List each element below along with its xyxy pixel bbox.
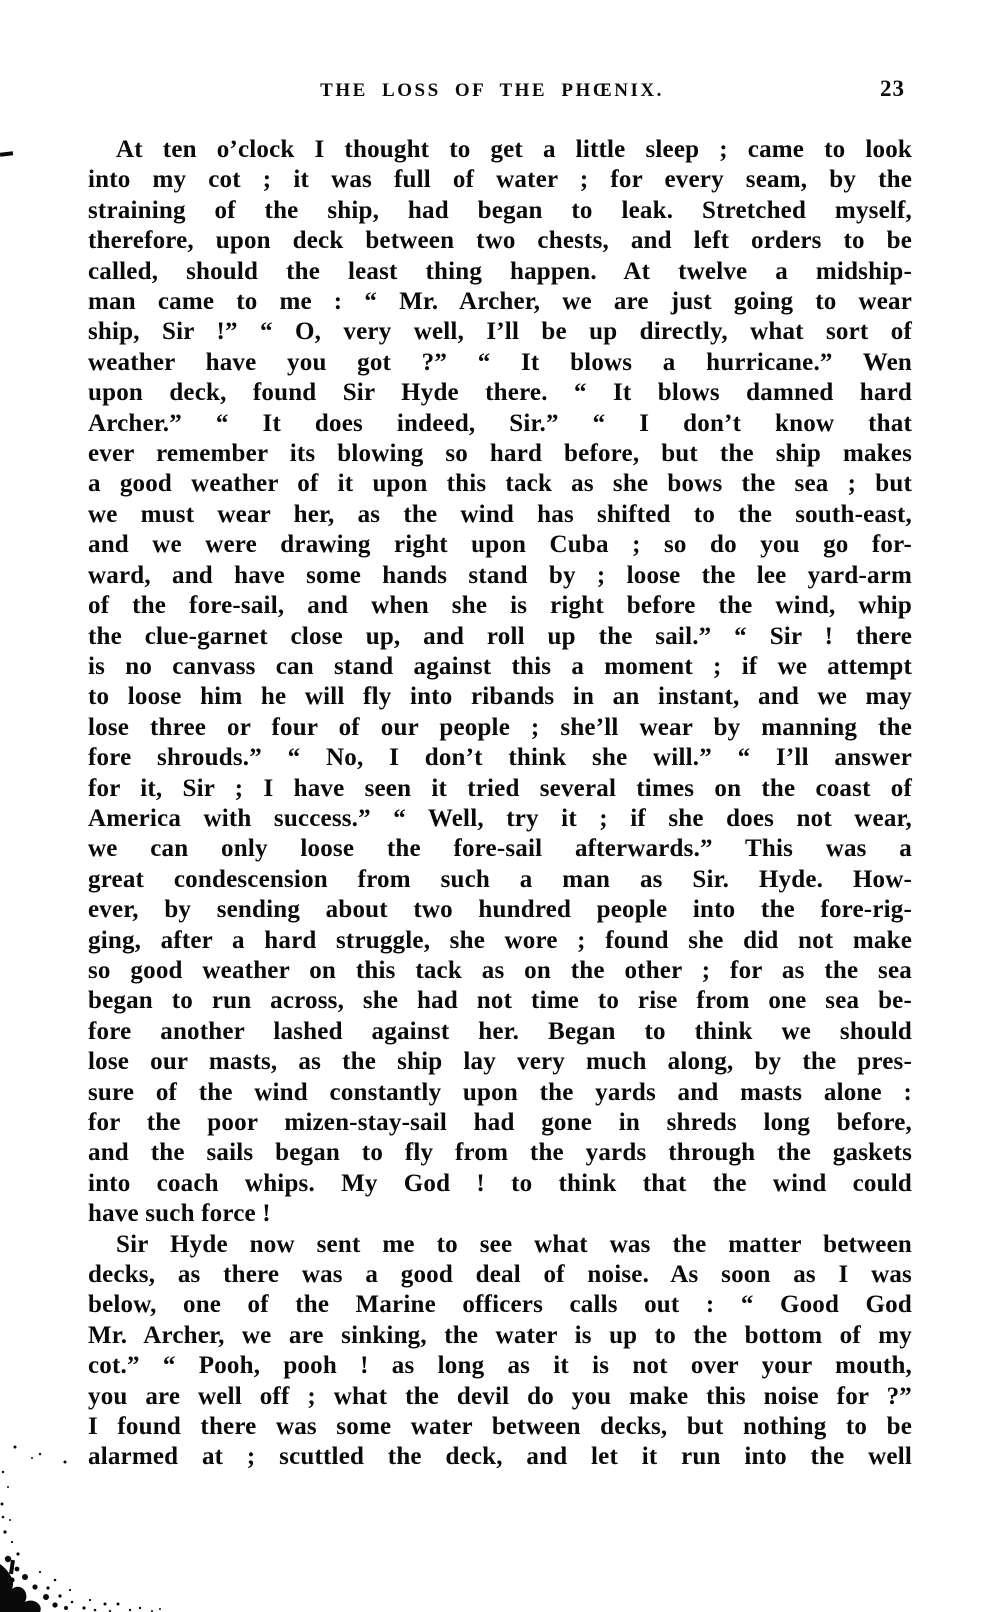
- text-line: At ten o’clock I thought to get a little sleep ; came to look: [116, 136, 912, 163]
- text-line: called, should the least thing happen. At twelve a midship-: [88, 257, 912, 285]
- text-line: is no canvass can stand against this a moment ; if we attempt: [88, 652, 912, 680]
- text-line: alarmed at ; scuttled the deck, and let it run into the well: [88, 1443, 912, 1471]
- page-number: 23: [880, 76, 905, 101]
- text-line: of the fore-sail, and when she is right before the wind, whip: [88, 592, 912, 620]
- text-line: weather have you got ?” “ It blows a hurricane.” Wen: [88, 348, 912, 376]
- text-line: you are well off ; what the devil do you make this noise for ?”: [88, 1382, 912, 1410]
- ink-blot-artifact: [0, 1412, 280, 1612]
- text-line: decks, as there was a good deal of noise. As soon as I was: [88, 1261, 912, 1289]
- text-line: Archer.” “ It does indeed, Sir.” “ I don’t know that: [88, 409, 912, 437]
- text-line: I found there was some water between decks, but nothing to be: [88, 1413, 912, 1441]
- text-line: and we were drawing right upon Cuba ; so do you go for-: [88, 531, 912, 559]
- text-line: we must wear her, as the wind has shifted to the south-east,: [88, 500, 912, 528]
- text-line: Sir Hyde now sent me to see what was the matter between: [116, 1230, 912, 1258]
- text-line: therefore, upon deck between two chests, and left orders to be: [88, 227, 912, 255]
- text-line: great condescension from such a man as Sir. Hyde. How-: [88, 865, 912, 893]
- text-line: lose our masts, as the ship lay very much along, by the pres-: [88, 1048, 912, 1076]
- text-line: ward, and have some hands stand by ; loose the lee yard-arm: [88, 561, 912, 589]
- text-line: fore shrouds.” “ No, I don’t think she will.” “ I’ll answer: [88, 744, 912, 772]
- text-line: below, one of the Marine officers calls out : “ Good God: [88, 1291, 912, 1319]
- text-line: for the poor mizen-stay-sail had gone in shreds long before,: [88, 1109, 912, 1136]
- text-line: into my cot ; it was full of water ; for every seam, by the: [88, 166, 912, 194]
- text-line: ever remember its blowing so hard before, but the ship makes: [88, 440, 912, 468]
- text-line: cot.” “ Pooh, pooh ! as long as it is not over your mouth,: [88, 1352, 912, 1380]
- text-line: fore another lashed against her. Began to think we should: [88, 1017, 912, 1045]
- text-line: began to run across, she had not time to rise from one sea be-: [88, 987, 912, 1015]
- text-line: upon deck, found Sir Hyde there. “ It blows damned hard: [88, 379, 912, 407]
- running-header: [0, 76, 1000, 110]
- text-line: man came to me : “ Mr. Archer, we are just going to wear: [88, 288, 912, 316]
- text-line: to loose him he will fly into ribands in an instant, and we may: [88, 683, 912, 711]
- text-line: for it, Sir ; I have seen it tried several times on the coast of: [88, 774, 912, 802]
- text-line: so good weather on this tack as on the other ; for as the sea: [88, 956, 912, 984]
- text-line: into coach whips. My God ! to think that the wind could: [88, 1169, 912, 1197]
- margin-mark-artifact: [0, 151, 13, 157]
- text-line: America with success.” “ Well, try it ; if she does not wear,: [88, 804, 912, 832]
- text-line: straining of the ship, had began to leak. Stretched myself,: [88, 196, 912, 224]
- text-line: ging, after a hard struggle, she wore ; found she did not make: [88, 926, 912, 954]
- text-line: the clue-garnet close up, and roll up the sail.” “ Sir ! there: [88, 622, 912, 650]
- text-line: lose three or four of our people ; she’ll wear by manning the: [88, 713, 912, 741]
- text-line: and the sails began to fly from the yards through the gaskets: [88, 1139, 912, 1167]
- text-line: a good weather of it upon this tack as she bows the sea ; but: [88, 470, 912, 498]
- text-line: Mr. Archer, we are sinking, the water is up to the bottom of my: [88, 1321, 912, 1349]
- body-text: [88, 135, 912, 1473]
- text-line: ship, Sir !” “ O, very well, I’ll be up directly, what sort of: [88, 318, 912, 346]
- text-line: sure of the wind constantly upon the yards and masts alone :: [88, 1078, 912, 1106]
- text-line: have such force !: [88, 1200, 271, 1228]
- page-title: THE LOSS OF THE PHŒNIX.: [320, 79, 664, 102]
- text-line: ever, by sending about two hundred people into the fore-rig-: [88, 896, 912, 924]
- text-line: we can only loose the fore-sail afterwards.” This was a: [88, 835, 912, 863]
